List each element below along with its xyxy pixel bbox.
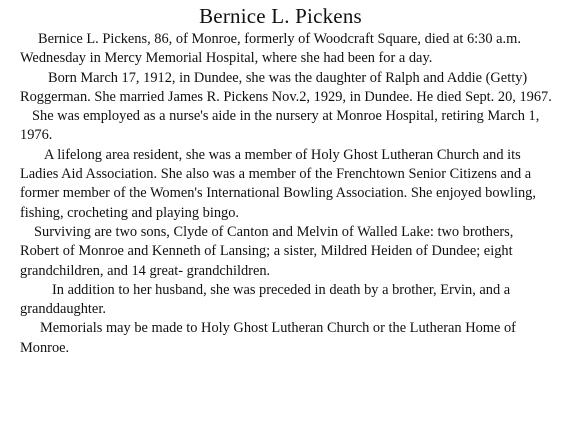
obituary-paragraph-preceded: In addition to her husband, she was preceded in death by a brother, Ervin, and a granddaughter.	[20, 281, 511, 318]
obituary-paragraph-employment: She was employed as a nurse's aide in the nursery at Monroe Hospital, retiring March 1, 1976.	[20, 108, 540, 144]
obituary-body	[20, 30, 554, 358]
obituary-paragraph-memorials: Memorials may be made to Holy Ghost Lutheran Church or the Lutheran Home of Monroe.	[20, 320, 516, 356]
obituary-paragraph-death: Bernice L. Pickens, 86, of Monroe, formerly of Woodcraft Square, died at 6:30 a.m. Wednesday in Mercy Memorial Hospital, where she had been for a day.	[20, 31, 521, 67]
obituary-paragraph-memberships: A lifelong area resident, she was a member of Holy Ghost Lutheran Church and its Ladies Aid Association. She also was a member of the Frenchtown Senior Citizens and a former member of the Women's International Bowling Association. She enjoyed bowling, fishing, crocheting and playing bingo.	[20, 146, 536, 221]
obituary-title: Bernice L. Pickens	[199, 4, 362, 28]
obituary-paragraph-birth-marriage: Born March 17, 1912, in Dundee, she was the daughter of Ralph and Addie (Getty) Roggerman. She married James R. Pickens Nov.2, 1929, in Dundee. He died Sept. 20, 1967.	[20, 69, 552, 105]
obituary-paragraph-survivors: Surviving are two sons, Clyde of Canton and Melvin of Walled Lake: two brothers, Robert of Monroe and Kenneth of Lansing; a sister, Mildred Heiden of Dundee; eight grandchildren, and 14 great- grandchildren.	[20, 223, 514, 279]
